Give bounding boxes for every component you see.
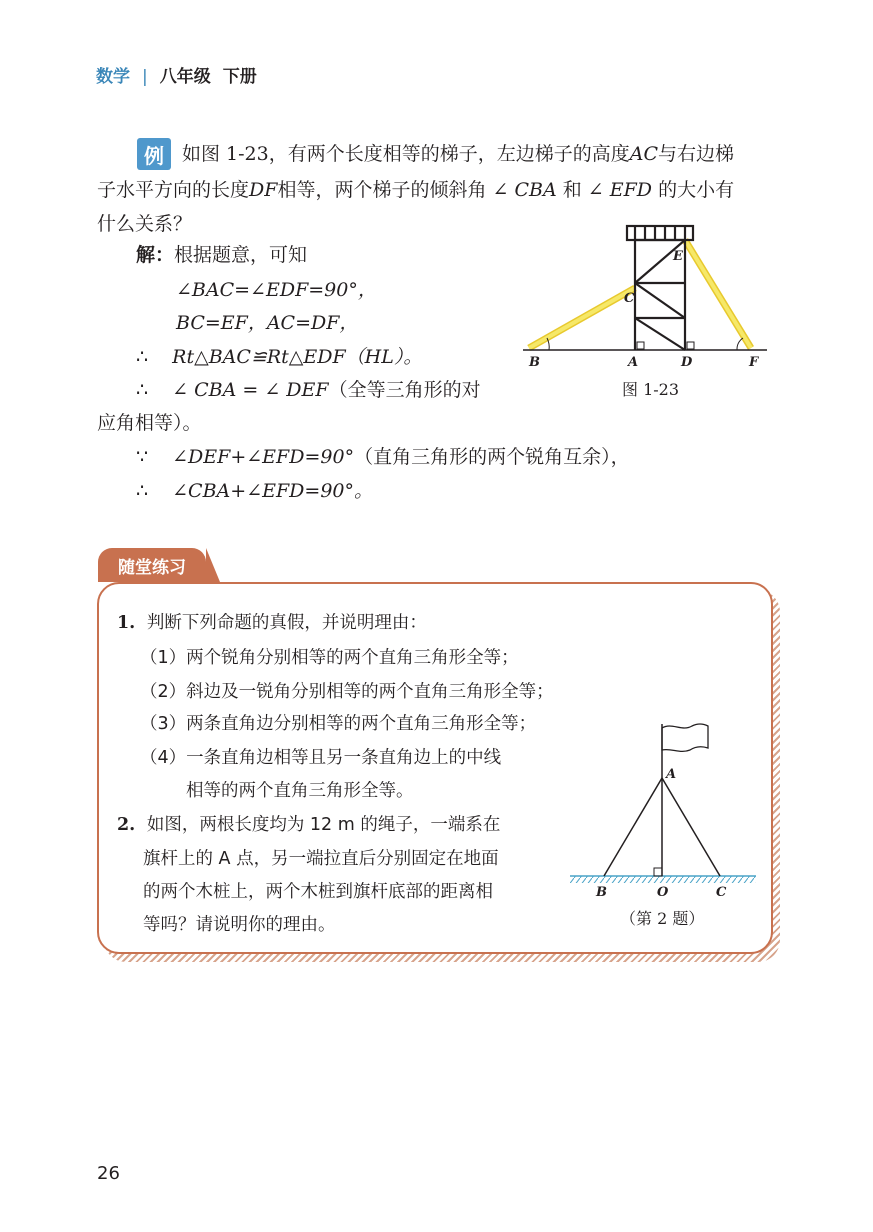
because-symbol: ∵ [136,446,149,468]
label-D: D [681,355,693,370]
solution-step-4c: 应角相等）。 [97,412,202,434]
problem-line-3: 什么关系？ [97,213,193,235]
solution-step-5b: （直角三角形的两个锐角互余）， [354,446,630,468]
header-subject: 数学 [96,67,130,87]
label-A: A [666,767,677,782]
therefore-symbol: ∴ [136,379,149,401]
label-B: B [596,885,607,900]
q1-item-2: （2）斜边及一锐角分别相等的两个直角三角形全等； [140,682,554,702]
solution-step-1: ∠BAC=∠EDF=90°， [176,279,377,301]
solution-step-3-line [136,348,422,367]
label-C: C [624,291,635,306]
header-separator: | [142,67,148,87]
solution-step-2: BC=EF，AC=DF， [176,312,359,334]
q2-text-1: 如图，两根长度均为 12 m 的绳子，一端系在 [146,815,501,835]
label-C: C [716,885,727,900]
q2-text-3: 的两个木桩上，两个木桩到旗杆底部的距离相 [143,882,493,902]
problem-line-1 [182,145,734,164]
rope-AC [662,778,720,876]
problem-text-2b: 相等，两个梯子的倾斜角 [277,179,487,201]
label-B: B [529,355,540,370]
running-header [96,62,257,87]
figure-caption-q2: （第 2 题） [620,909,705,928]
angle-CBA: ∠ CBA [492,179,557,201]
problem-text-1b: 与右边梯 [658,143,735,165]
q1-line [117,615,427,633]
q1-item-3: （3）两条直角边分别相等的两个直角三角形全等； [140,714,537,734]
practice-title: 随堂练习 [98,548,206,582]
q2-line-1 [117,817,500,835]
label-O: O [657,885,669,900]
solution-step-4-line [136,381,481,400]
flag [662,724,708,751]
solution-step-4a: ∠ CBA = ∠ DEF [172,379,329,401]
header-grade: 八年级 [159,67,211,87]
ground-hatch [570,876,756,883]
label-F: F [749,355,759,370]
header-volume: 下册 [222,67,257,87]
right-ladder-inner [685,240,751,348]
solution-intro: 根据题意，可知 [174,244,308,266]
label-A: A [628,355,639,370]
figure-caption-1-23: 图 1-23 [622,380,680,399]
solution-intro-line [136,246,307,265]
right-angle-mark-A [637,342,644,349]
solution-step-5-line [136,448,630,467]
page-number: 26 [97,1163,120,1184]
right-angle-mark-D [687,342,694,349]
q1-text: 判断下列命题的真假，并说明理由： [146,613,427,633]
figure-flagpole [568,718,758,903]
solution-step-5a: ∠DEF+∠EFD=90° [172,446,355,468]
right-angle-mark-O [654,868,662,876]
solution-step-4b: （全等三角形的对 [328,379,481,401]
example-badge: 例 [137,138,171,170]
segment-AC: AC [629,143,658,165]
q1-number: 1. [117,613,136,633]
problem-line-2 [97,181,734,200]
problem-text-2c: 的大小有 [658,179,735,201]
problem-text-and: 和 [562,179,582,201]
figure-1-23 [515,218,775,378]
segment-DF: DF [249,179,278,201]
angle-EFD: ∠ EFD [587,179,653,201]
q2-text-4: 等吗？请说明你的理由。 [143,915,336,935]
q2-text-2: 旗杆上的 A 点，另一端拉直后分别固定在地面 [143,849,499,869]
rope-AB [604,778,662,876]
left-ladder-inner [529,288,635,348]
label-E: E [673,249,683,264]
tower [627,226,693,350]
problem-text-2a: 子水平方向的长度 [97,179,250,201]
solution-step-3: Rt△BAC≌Rt△EDF（HL）。 [172,346,423,368]
solution-step-6: ∠CBA+∠EFD=90°。 [172,480,374,502]
q1-item-1: （1）两个锐角分别相等的两个直角三角形全等； [140,648,519,668]
solution-step-6-line [136,482,373,501]
solution-label: 解： [136,244,175,266]
q1-item-4-cont: 相等的两个直角三角形全等。 [186,781,414,801]
therefore-symbol: ∴ [136,480,149,502]
problem-text-1a: 如图 1-23，有两个长度相等的梯子，左边梯子的高度 [182,143,630,165]
q2-number: 2. [117,815,136,835]
q1-item-4: （4）一条直角边相等且另一条直角边上的中线 [140,748,502,768]
therefore-symbol: ∴ [136,346,149,368]
